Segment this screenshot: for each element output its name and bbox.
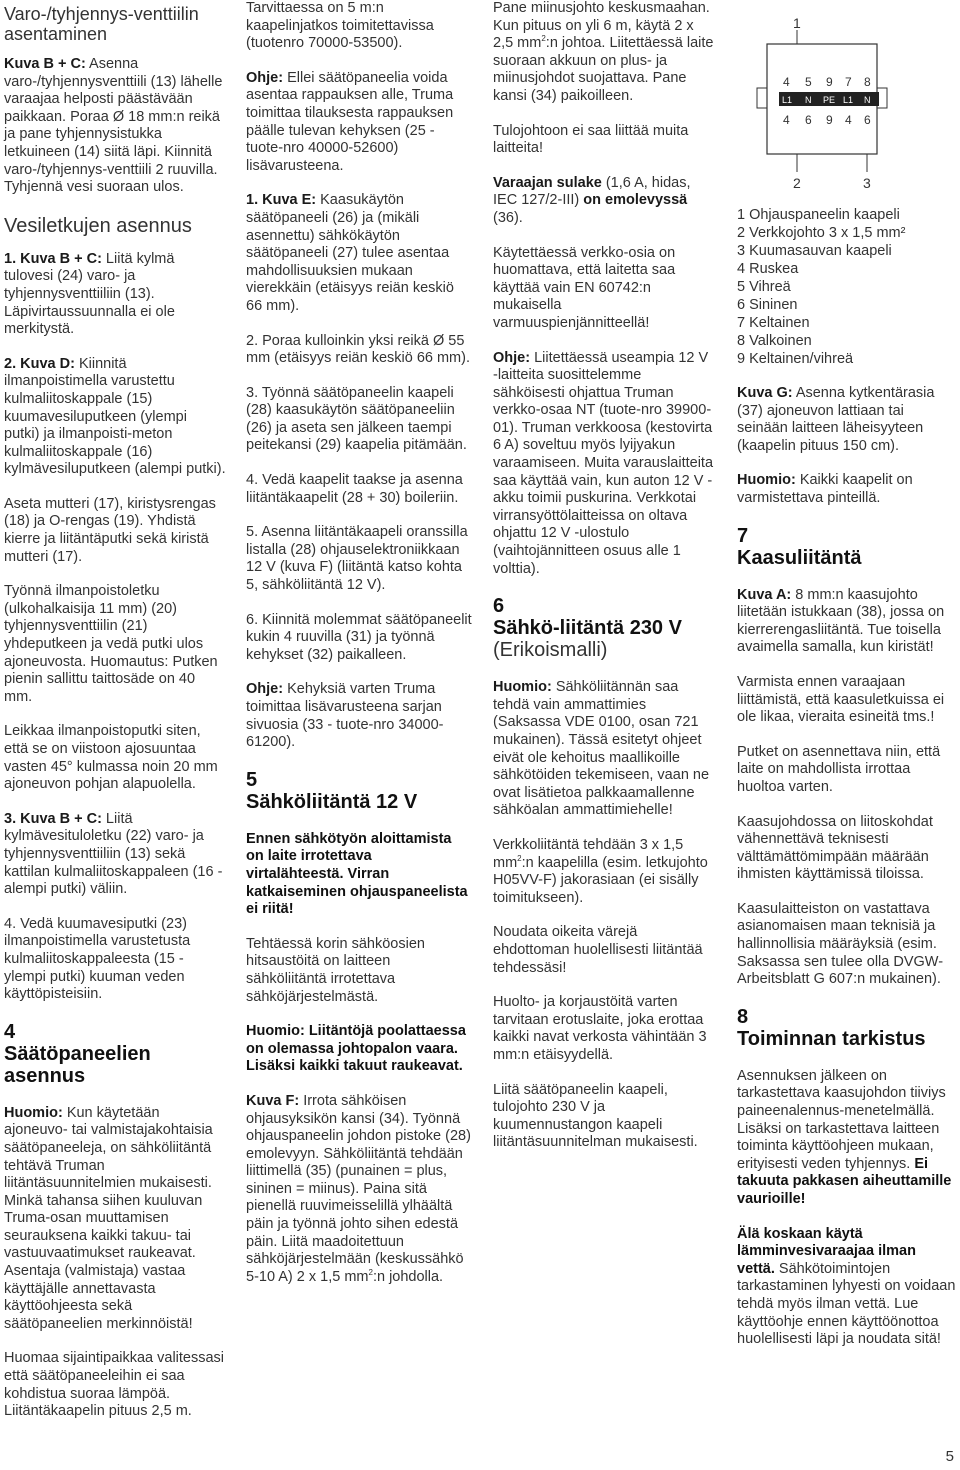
step-3: 3. Työnnä säätöpaneelin kaapeli (28) kaasukäytön säätöpaneeliin (26) ja aseta sen jälkeen taempi peitekansi (29) kaapelia pitämään. — [246, 384, 467, 454]
diagram-legend — [737, 206, 957, 368]
note: Huomio: Kaikki kaapelit on varmistettava pinteillä. — [737, 472, 913, 506]
section-number: 4 — [4, 1020, 16, 1043]
paragraph: Leikkaa ilmanpoistoputki siten, että se on viistoon ajosuuntaa vasten 45° kulmassa noin 20 mm ajoneuvon pohjan alapuolella. — [4, 723, 218, 793]
section-subtitle: (Erikoismalli) — [493, 639, 608, 662]
paragraph: Huolto- ja korjaustöitä varten tarvitaan erotuslaite, joka erottaa kaikki navat verkosta vähintään 3 mm:n etäisyydellä. — [493, 994, 707, 1063]
label-1: 1 — [793, 15, 801, 31]
paragraph: Älä koskaan käytä lämminvesivaraajaa ilman vettä. Sähkötoimintojen tarkastaminen lyhyesti on voidaan tehdä myös ilman vettä. Lue käyttöohje ennen käyttöönottoa huolellisesti läpi ja noudata sitä! — [737, 1225, 956, 1348]
step-2: 2. Poraa kulloinkin yksi reikä Ø 55 mm (etäisyys reiän keskiö 66 mm). — [246, 332, 470, 367]
svg-text:4: 4 — [783, 75, 790, 89]
paragraph: Huomaa sijaintipaikkaa valitessasi että säätöpaneeleihin ei saa kohdistua suoraa lämpöä. Liitäntäkaapelin pituus 2,5 m. — [4, 1350, 225, 1420]
legend-item: 9 Keltainen/vihreä — [737, 351, 854, 367]
svg-text:N: N — [805, 95, 812, 105]
svg-text:L1: L1 — [782, 95, 793, 105]
paragraph: Työnnä ilmanpoistoletku (ulkohalkaisija 11 mm) (20) tyhjennysventtiilin (21) yhdeputkeen ja vedä putki ulos ajoneuvosta. Huomautus: Putken pienin sallittu taittosäde on 40 mm. — [4, 583, 218, 705]
step-4: 4. Vedä kuumavesiputki (23) ilmanpoistimella varustetusta kulmaliitoskappaleesta (15 - ylempi putki) kuuman veden käyttöpisteisiin. — [4, 915, 191, 1003]
paragraph: Aseta mutteri (17), kiristysrengas (18) ja O-rengas (19). Yhdistä kierre ja liitäntäputki sekä kiristä mutteri (17). — [4, 495, 216, 565]
column-4 — [737, 0, 957, 1366]
legend-item: 6 Sininen — [737, 297, 798, 313]
label-2: 2 — [793, 175, 801, 191]
wiring-diagram — [737, 0, 957, 200]
box-tab-left — [757, 88, 767, 108]
note: Huomio: Sähköliitännän saa tehdä vain ammattimies (Saksassa VDE 0100, osan 721 mukainen). Tässä esitetyt ohjeet eivät ole kehoitus maallikoille sähkötöiden tekemiseen, vaan ne ovat lisätietoa palkkaamallenne sähköalan ammattimiehelle! — [493, 679, 710, 819]
svg-text:L1: L1 — [843, 95, 854, 105]
section-number: 5 — [246, 768, 258, 791]
column-2 — [246, 0, 472, 1303]
section-number: 6 — [493, 595, 505, 618]
paragraph: Putket on asennettava niin, että laite on mahdollista irrottaa huoltoa varten. — [737, 743, 941, 795]
paragraph: Kuva F: Irrota sähköisen ohjausyksikön kansi (34). Työnnä ohjauspaneelin johdon pistoke (28) emolevyyn. Sähköliitäntä tehdään liittimellä (35) (punainen = plus, sininen = miinus). Paina sitä pienellä ruuvimeisselillä ylhäältä päin ja työnnä johto sihen edestä päin. Liitä maadoitettuun sähköjärjestelmään (keskussähkö 5-10 A) 2 x 1,5 $mm^2:n$ johdolla. — [246, 1092, 471, 1285]
svg-text:9: 9 — [826, 75, 833, 89]
svg-text:N: N — [864, 95, 871, 105]
legend-item: 4 Ruskea — [737, 261, 799, 277]
step-4: 4. Vedä kaapelit taakse ja asenna liitäntäkaapelit (28 + 30) boileriin. — [246, 472, 463, 506]
note: Ohje: Ellei säätöpaneelia voida asentaa rappauksen alle, Truma toimittaa tilauksesta rappauksen päälle tulevan kehyksen (25 - tuote-nro 40000-52600) lisävarusteena. — [246, 69, 454, 174]
section-title: Kaasuliitäntä — [737, 546, 862, 569]
paragraph: Asennuksen jälkeen on tarkastettava kaasujohdon tiiviys paineenalennus-menetelmällä. Lisäksi on tarkastettava laitteen toiminta käyttöohjeen mukaan, erityisesti veden tyhjennys. Ei takuuta pakkasen aiheuttamille vaurioille! — [737, 1067, 952, 1207]
label-3: 3 — [863, 175, 871, 191]
paragraph: Käytettäessä verkko-osia on huomattava, että laitetta saa käyttää vain EN 60742:n mukaisella varmuuspienjännitteellä! — [493, 244, 676, 331]
section-title: Sähköliitäntä 12 V — [246, 790, 418, 813]
section-title: Säätöpaneelien asennus — [4, 1042, 151, 1087]
svg-text:4: 4 — [783, 113, 790, 127]
paragraph: Kuva A: 8 mm:n kaasujohto liitetään istukkaan (38), jossa on kierrerengasliitäntä. Tue toisella avaimella samalla, kun kiristät! — [737, 586, 945, 656]
section-title: Sähkö-liitäntä 230 V — [493, 617, 682, 640]
note: Ohje: Liitettäessä useampia 12 V -laitteita suosittelemme sähköisesti ohjattua Truman verkko-osaa NT (tuote-nro 39900-01). Truman verkkoosa (kestovirta 6 A) soveltuu myös lyijyakun varaamiseen. Muita varauslaitteita saa käyttää vain, kun auton 12 V -akku toimii puskurina. Verkkotai virransyöttölaitteissa on oltava ohjattu 12 V -ulostulo (vaihtojännitteen osuus alle 1 volttia). — [493, 349, 714, 577]
paragraph: Varmista ennen varaajaan liittämistä, että kaasuletkuissa ei ole likaa, vieraita esineitä tms.! — [737, 673, 945, 726]
bottom-wire-labels — [783, 113, 871, 127]
step-2: 2. Kuva D: Kiinnitä ilmanpoistimella varustettu kulmaliitoskappale (15) kuumavesiluputkeen (ylempi putki) ja ilmanpoisti-meton kulmaliitoskappale (16) kylmävesiluputkeen (alempi putki). — [4, 355, 226, 478]
svg-text:9: 9 — [826, 113, 833, 127]
column-1 — [4, 0, 226, 1438]
paragraph: Kuva G: Asenna kytkentärasia (37) ajoneuvon lattiaan tai seinään laitteen läheisyyteen (kaapelin pituus 150 cm). — [737, 385, 935, 454]
svg-text:PE: PE — [823, 95, 836, 105]
step-1: 1. Kuva E: Kaasukäytön säätöpaneeli (26) ja (mikäli asennettu) sähkökäytön säätöpaneeli (27) tulee asentaa mahdollisuuksien mukaan vierekkäin (etäisyys reiän keskiö 66 mm). — [246, 192, 454, 314]
top-wire-labels — [783, 75, 871, 89]
step-5: 5. Asenna liitäntäkaapeli oranssilla listalla (28) ohjauselektroniikkaan 12 V (kuva F) (liitäntä katso kohta 5, sähköliitäntä 12 V). — [246, 524, 468, 594]
paragraph: Noudata oikeita värejä ehdottoman huolellisesti liitäntää tehdessäsi! — [493, 924, 703, 976]
paragraph: Verkkoliitäntä tehdään 3 x 1,5 $mm^2:n$ kaapelilla (esim. letkujohto H05VV-F) jakorasiaan (ei sisälly toimitukseen). — [493, 836, 708, 906]
svg-text:4: 4 — [845, 113, 852, 127]
paragraph: Tulojohtoon ei saa liittää muita laitteita! — [493, 122, 689, 157]
svg-text:7: 7 — [845, 75, 852, 89]
note: Huomio: Kun käytetään ajoneuvo- tai valmistajakohtaisia säätöpaneeleja, on sähköliitäntä tehtävä Truman liitäntäsuunnitelmien mukaisesti. Minkä tahansa siihen kuuluvan Truma-osan muuttamisen seurauksena kaikki takuu- tai vastuuvaatimukset raukeavat. Asentaja (valmistaja) vastaa käyttäjälle annettavasta käyttöohjeesta sekä säätöpaneelien merkinnöistä! — [4, 1104, 213, 1332]
legend-item: 3 Kuumasauvan kaapeli — [737, 243, 892, 259]
svg-text:6: 6 — [805, 113, 812, 127]
svg-text:8: 8 — [864, 75, 871, 89]
step-3: 3. Kuva B + C: Liitä kylmävesituloletku (22) varo- ja tyhjennysventtiiliin (13) sekä kattilan kulmaliitoskappaleen (16 - alempi putki) väliin. — [4, 810, 223, 898]
svg-text:5: 5 — [805, 75, 812, 89]
paragraph: Tarvittaessa on 5 m:n kaapelinjatkos toimitettavissa (tuotenro 70000-53500). — [246, 0, 434, 52]
step-6: 6. Kiinnitä molemmat säätöpaneelit kukin 4 ruuvilla (31) ja työnnä kehykset (32) paikalleen. — [246, 611, 472, 663]
paragraph: Kaasujohdossa on liitoskohdat vähennettävä teknisesti välttämättömimpään määrään ihmisten käyttämissä tiloissa. — [737, 813, 933, 883]
fuse-note: Varaajan sulake (1,6 A, hidas, IEC 127/2-III) on emolevyssä (36). — [493, 174, 691, 226]
figure-ref: Kuva B + C: — [4, 56, 86, 72]
warning: Ennen sähkötyön aloittamista on laite irrotettava virtalähteestä. Virran katkaiseminen ohjauspaneelista ei riitä! — [246, 830, 468, 918]
warning: Huomio: Liitäntöjä poolattaessa on olemassa johtopalon vaara. Lisäksi kaikki takuut raukeavat. — [246, 1023, 466, 1075]
heading-hoses: Vesiletkujen asennus — [4, 214, 192, 237]
legend-item: 8 Valkoinen — [737, 333, 812, 349]
page-number: 5 — [945, 1448, 954, 1465]
legend-item: 7 Keltainen — [737, 315, 810, 331]
svg-text:6: 6 — [864, 113, 871, 127]
legend-item: 5 Vihreä — [737, 279, 791, 295]
paragraph: Pane miinusjohto keskusmaahan. Kun pituus on yli 6 m, käytä 2 x 2,5 $mm^2:n$ johtoa. Liitettäessä laite suoraan akkuun on plus- ja miinusjohdot suojattava. Pane kansi (34) paikoilleen. — [493, 0, 714, 104]
paragraph: Liitä säätöpaneelin kaapeli, tulojohto 230 V ja kuumennustangon kaapeli liitäntäsuunnitelman mukaisesti. — [493, 1081, 698, 1151]
section-number: 7 — [737, 524, 749, 547]
legend-item: 1 Ohjauspaneelin kaapeli — [737, 207, 900, 223]
paragraph: Kaasulaitteiston on vastattava asianomaisen maan teknisiä ja hallinnollisia määräyksiä (esim. Saksassa sen tulee olla DVGW-Arbeitsblatt G 607:n mukainen). — [737, 900, 944, 988]
section-number: 8 — [737, 1005, 749, 1028]
column-3 — [493, 0, 717, 1169]
paragraph: Kuva B + C: Asenna varo-/tyhjennysventtiili (13) lähelle varaajaa helposti päästävään paikkaan. Poraa Ø 18 mm:n reikä ja pane tyhjennysistukka letkuineen (14) siitä läpi. Kiinnitä varo-/tyhjennys-venttiili 2 ruuvilla. Tyhjennä vesi suoraan ulos. — [4, 56, 223, 196]
legend-item: 2 Verkkojohto 3 x 1,5 mm² — [737, 225, 906, 241]
section-title: Toiminnan tarkistus — [737, 1027, 926, 1050]
step-1: 1. Kuva B + C: Liitä kylmä tulovesi (24) varo- ja tyhjennysventtiiliin (13). Läpivirtaussuunnalla ei ole merkitystä. — [4, 250, 175, 338]
section-title-valve: Varo-/tyhjennys-venttiilin asentaminen — [4, 4, 199, 44]
paragraph: Tehtäessä korin sähköosien hitsaustöitä on laitteen sähköliitäntä irrotettava sähköjärjestelmästä. — [246, 935, 425, 1005]
note: Ohje: Kehyksiä varten Truma toimittaa lisävarusteena sarjan sivuosia (33 - tuote-nro 34000-61200). — [246, 681, 444, 751]
